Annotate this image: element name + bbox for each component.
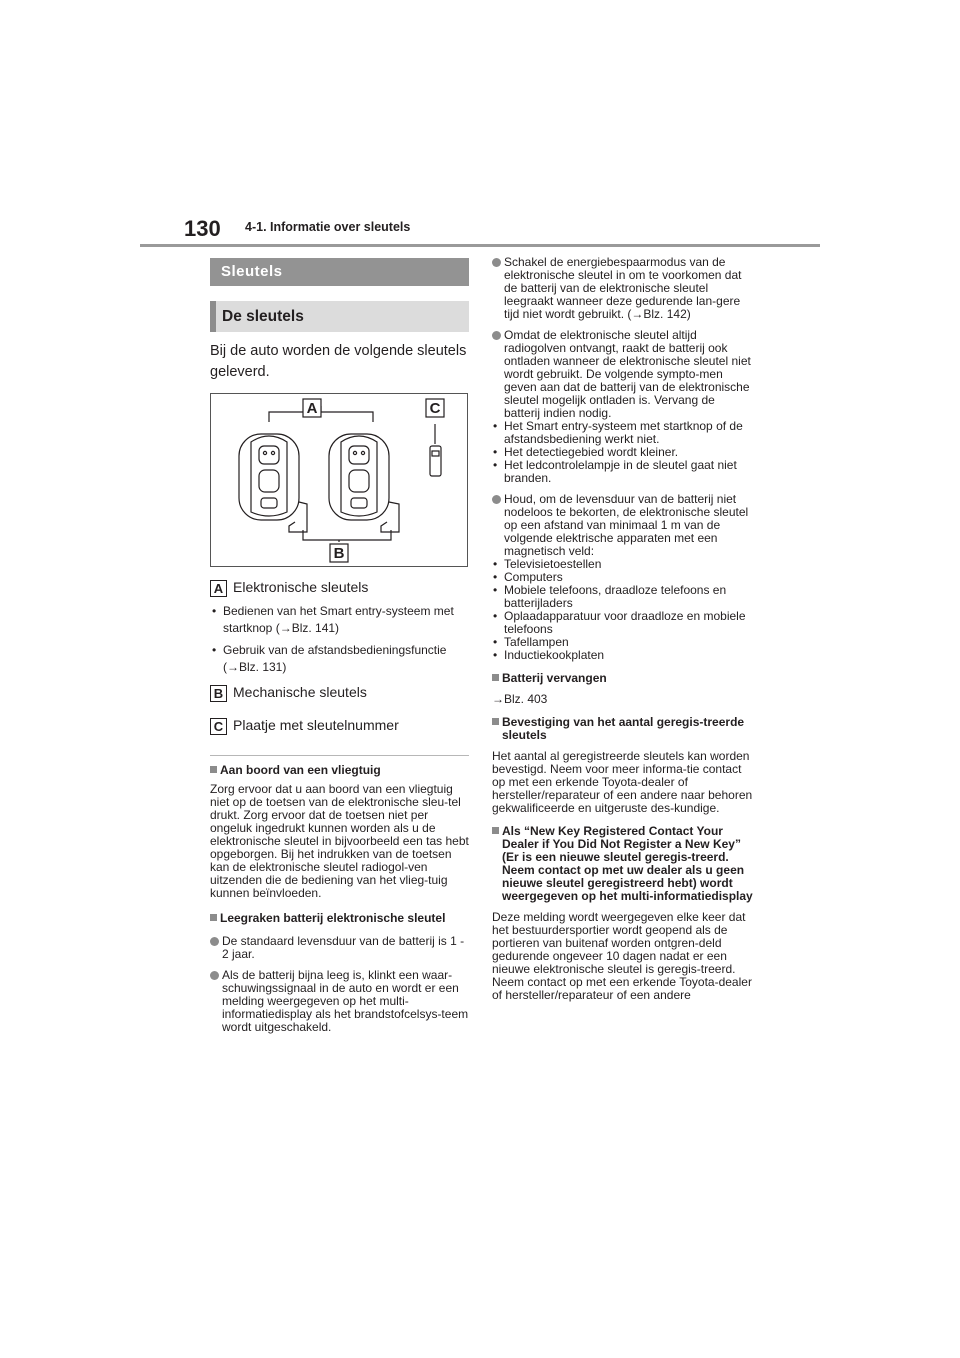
legend-c-text: Plaatje met sleutelnummer: [233, 717, 399, 733]
note-bullet: Omdat de elektronische sleutel altijd radiogolven ontvangt, raakt de batterij ook ontladen wanneer de elektronische sleutel niet wordt gebruikt. De volgende sympto-men geven aan dat de batterij van de elektronische sleutel mogelijk ontladen is. Vervang de batterij indien nodig.: [492, 329, 754, 420]
note-text: Deze melding wordt weergegeven elke keer dat het bestuurdersportier wordt geopend als de portieren van buitenaf worden ontgren-deld gedurende ongeveer 10 dagen nadat er een nieuwe elektronische sleutel is geregis-treerd.: [492, 910, 746, 976]
legend-c-box: C: [210, 718, 227, 735]
separator: [210, 755, 469, 756]
legend-a-list: [210, 603, 472, 676]
legend-a: [210, 579, 368, 597]
note-heading: Aan boord van een vliegtuig: [210, 764, 472, 777]
key-number-plate-icon: [430, 446, 441, 476]
list-item: • Oplaadapparatuur voor draadloze en mobiele telefoons: [492, 610, 754, 636]
connector-b: [303, 530, 391, 540]
electronic-key-2-icon: [329, 434, 389, 520]
list-item: • Tafellampen: [492, 636, 754, 649]
keys-drawing: [211, 394, 467, 566]
list-item: • Computers: [492, 571, 754, 584]
note-text: Zorg ervoor dat u aan boord van een vliegtuig niet op de toetsen van de elektronische sleu-tel drukt. Zorg ervoor dat de toetsen niet per ongeluk ingedrukt kunnen worden als u de elektronische sleutel in bijvoorbeeld een tas hebt opgeborgen. Bij het indrukken van de toetsen kan de elektronische sleutel radiogol-ven uitzenden die de bediening van het vlieg-tuig kunnen beïnvloeden.: [210, 782, 469, 900]
square-bullet-icon: [210, 766, 217, 773]
square-bullet-icon: [210, 914, 217, 921]
note-heading: Batterij vervangen: [492, 672, 754, 685]
note-bullet: Als de batterij bijna leeg is, klinkt een waar-schuwingssignaal in de auto en wordt er een melding weergegeven op het multi-informatiedisplay als het brandstofcelsys-teem wordt uitgeschakeld.: [210, 969, 472, 1034]
page-reference: →Blz. 403: [492, 692, 548, 706]
list-item: • Bedienen van het Smart entry-systeem met startknop (→Blz. 141): [210, 603, 472, 637]
legend-a-text: Elektronische sleutels: [233, 579, 369, 595]
list-item: • Het Smart entry-systeem met startknop of de afstandsbediening werkt niet.: [492, 420, 754, 446]
list-item: • Gebruik van de afstandsbedieningsfunctie (→Blz. 131): [210, 642, 472, 676]
section-heading: Sleutels: [210, 258, 469, 286]
right-column: [492, 256, 754, 1002]
fig-label-b: B: [333, 545, 345, 562]
note-text: Het aantal al geregistreerde sleutels kan worden bevestigd. Neem voor meer informa-tie contact op met een erkende Toyota-dealer of hersteller/reparateur of een andere naar behoren gekwalificeerde en uitgeruste des-kundige.: [492, 749, 753, 815]
fig-label-a: A: [306, 400, 318, 417]
square-bullet-icon: [492, 718, 499, 725]
mechanical-key-2-icon: [381, 502, 399, 532]
note-bullet: Houd, om de levensduur van de batterij niet nodeloos te bekorten, de elektronische sleutel op een afstand van minimaal 1 m van de volgende elektrische apparaten met een magnetisch veld:: [492, 493, 754, 558]
list-item: • Inductiekookplaten: [492, 649, 754, 662]
list-item: • Televisietoestellen: [492, 558, 754, 571]
chapter-title: 4-1. Informatie over sleutels: [245, 220, 411, 234]
keys-illustration: [210, 393, 468, 567]
left-notes: [210, 764, 472, 1034]
header-rule: [140, 244, 820, 247]
legend-c: [210, 717, 399, 735]
fig-label-c: C: [429, 400, 441, 417]
subsection-heading: De sleutels: [210, 301, 469, 332]
legend-b: [210, 684, 367, 702]
legend-b-text: Mechanische sleutels: [233, 684, 367, 700]
page-number: 130: [184, 216, 221, 241]
note-bullet: De standaard levensduur van de batterij is 1 - 2 jaar.: [210, 935, 472, 961]
note-heading: Leegraken batterij elektronische sleutel: [210, 912, 472, 925]
square-bullet-icon: [492, 827, 499, 834]
note-heading: Bevestiging van het aantal geregis-treerde sleutels: [492, 716, 754, 742]
legend-b-box: B: [210, 685, 227, 702]
list-item: • Mobiele telefoons, draadloze telefoons en batterijladers: [492, 584, 754, 610]
square-bullet-icon: [492, 674, 499, 681]
note-heading: Als “New Key Registered Contact Your Dealer if You Did Not Register a New Key” (Er is een nieuwe sleutel geregis-treerd. Neem contact op met uw dealer als u geen nieuwe sleutel geregistreerd hebt) wordt weergegeven op het multi-informatiedisplay: [492, 825, 754, 903]
list-item: • Het ledcontrolelampje in de sleutel gaat niet branden.: [492, 459, 754, 485]
intro-text: Bij de auto worden de volgende sleutels geleverd.: [210, 343, 467, 380]
electronic-key-1-icon: [239, 434, 299, 520]
note-text: Neem contact op met een erkende Toyota-dealer of hersteller/reparateur of een andere: [492, 975, 752, 1002]
list-item: • Het detectiegebied wordt kleiner.: [492, 446, 754, 459]
note-bullet: Schakel de energiebespaarmodus van de elektronische sleutel in om te voorkomen dat de batterij van de elektronische sleutel leegraakt wanneer deze gedurende lan-gere tijd niet wordt gebruikt. (→Blz. 142): [492, 256, 754, 321]
legend-a-box: A: [210, 580, 227, 597]
